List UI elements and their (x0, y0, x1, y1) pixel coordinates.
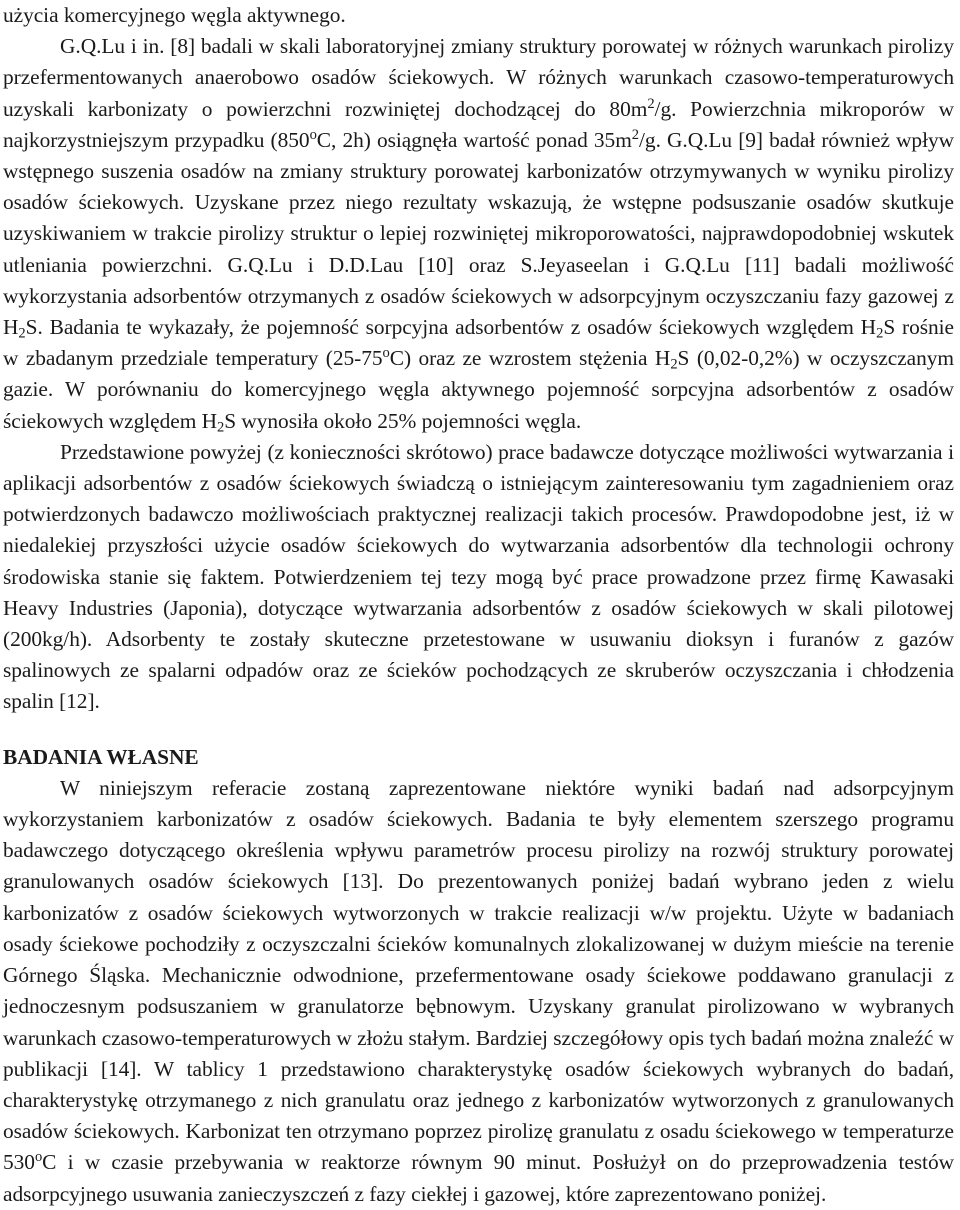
text-run: C) oraz ze wzrostem stężenia H (389, 346, 671, 371)
text-run: W niniejszym referacie zostaną zaprezentowane niektóre wyniki badań nad adsorpcyjnym wykorzystaniem karbonizatów z osadów ściekowych. Badania te były elementem szerszego programu badawczego dotyczącego określenia wpływu parametrów procesu pirolizy na rozwój struktury porowatej granulowanych osadów ściekowych [13]. Do prezentowanych poniżej badań wybrano jeden z wielu karbonizatów z osadów ściekowych wytworzonych w trakcie realizacji w/w projektu. Użyte w badaniach osady ściekowe pochodziły z oczyszczalni ścieków komunalnych zlokalizowanej w dużym mieście na terenie Górnego Śląska. Mechanicznie odwodnione, przefermentowane osady ściekowe poddawano granulacji z jednoczesnym podsuszaniem w granulatorze bębnowym. Uzyskany granulat pirolizowano w wybranych warunkach czasowo-temperaturowych w złożu stałym. Bardziej szczegółowy opis tych badań można znaleźć w publikacji [14]. W tablicy 1 przedstawiono charakterystykę osadów ściekowych wybranych do badań, charakterystykę otrzymanego z nich granulatu oraz jednego z karbonizatów wytworzonych z granulowanych osadów ściekowych. Karbonizat ten otrzymano poprzez pirolizę granulatu z osadu ściekowego w temperaturze 530 (3, 775, 954, 1175)
text-run: Przedstawione powyżej (z konieczności skrótowo) prace badawcze dotyczące możliwości wytwarzania i aplikacji adsorbentów z osadów ściekowych świadczą o istniejącym zainteresowaniu tym zagadnieniem oraz potwierdzonych badawczo możliwościach praktycznej realizacji takich procesów. Prawdopodobne jest, iż w niedalekiej przyszłości użycie osadów ściekowych do wytwarzania adsorbentów dla technologii ochrony środowiska stanie się faktem. Potwierdzeniem tej tezy mogą być prace prowadzone przez firmę Kawasaki Heavy Industries (Japonia), dotyczące wytwarzania adsorbentów z osadów ściekowych w skali pilotowej (200kg/h). Adsorbenty te zostały skuteczne przetestowane w usuwaniu dioksyn i furanów z gazów spalinowych ze spalarni odpadów oraz ze ścieków pochodzących ze skruberów oczyszczania i chłodzenia spalin [12]. (3, 439, 954, 714)
text-run: /g. G.Q.Lu [9] badał również wpływ wstępnego suszenia osadów na zmiany struktury porowatej karbonizatów otrzymywanych w wyniku pirolizy osadów ściekowych. Uzyskane przez niego rezultaty wskazują, że wstępne podsuszanie osadów skutkuje uzyskiwaniem w trakcie pirolizy struktur o lepiej rozwiniętej mikroporowatości, najprawdopodobniej wskutek utleniania powierzchni. G.Q.Lu i D.D.Lau [10] oraz S.Jeyaseelan i G.Q.Lu [11] badali możliwość wykorzystania adsorbentów otrzymanych z osadów ściekowych w adsorpcyjnym oczyszczaniu fazy gazowej z H (3, 127, 955, 340)
superscript: o (309, 126, 317, 143)
text-run: C, 2h) osiągnęła wartość ponad 35m (316, 127, 632, 152)
paragraph-summary (3, 437, 954, 718)
text-run: S (0,02-0,2%) w oczyszczanym gazie. W porównaniu do komercyjnego węgla aktywnego pojemność sorpcyjna adsorbentów z osadów ściekowych względem H (3, 346, 954, 433)
superscript: 2 (631, 126, 640, 143)
superscript: o (382, 345, 390, 362)
text-run: S wynosiła około 25% pojemności węgla. (224, 408, 582, 433)
superscript: o (34, 1149, 43, 1166)
text-run: /g. Powierzchnia mikroporów w najkorzystniejszym przypadku (850 (3, 96, 954, 152)
subscript: 2 (216, 419, 225, 436)
paragraph-own-research (3, 773, 954, 1210)
paragraph-continuation (3, 0, 954, 31)
section-heading: BADANIA WŁASNE (3, 744, 199, 769)
subscript: 2 (18, 325, 26, 342)
subscript: 2 (670, 356, 678, 373)
text-run: użycia komercyjnego węgla aktywnego. (3, 3, 346, 27)
paragraph-lu-research (3, 31, 954, 437)
subscript: 2 (876, 325, 884, 342)
superscript: 2 (647, 95, 655, 112)
text-run: C i w czasie przebywania w reaktorze równym 90 minut. Posłużył on do przeprowadzenia testów adsorpcyjnego usuwania zanieczyszczeń z fazy ciekłej i gazowej, które zaprezentowano poniżej. (3, 1150, 954, 1206)
section-spacer (3, 718, 954, 742)
text-run: S. Badania te wykazały, że pojemność sorpcyjna adsorbentów z osadów ściekowych względem H (25, 315, 877, 340)
text-run: S rośnie w zbadanym przedziale temperatury (25-75 (3, 315, 954, 371)
text-run: G.Q.Lu i in. [8] badali w skali laboratoryjnej zmiany struktury porowatej w różnych warunkach pirolizy przefermentowanych anaerobowo osadów ściekowych. W różnych warunkach czasowo-temperaturowych uzyskali karbonizaty o powierzchni rozwiniętej dochodzącej do 80m (3, 34, 954, 121)
